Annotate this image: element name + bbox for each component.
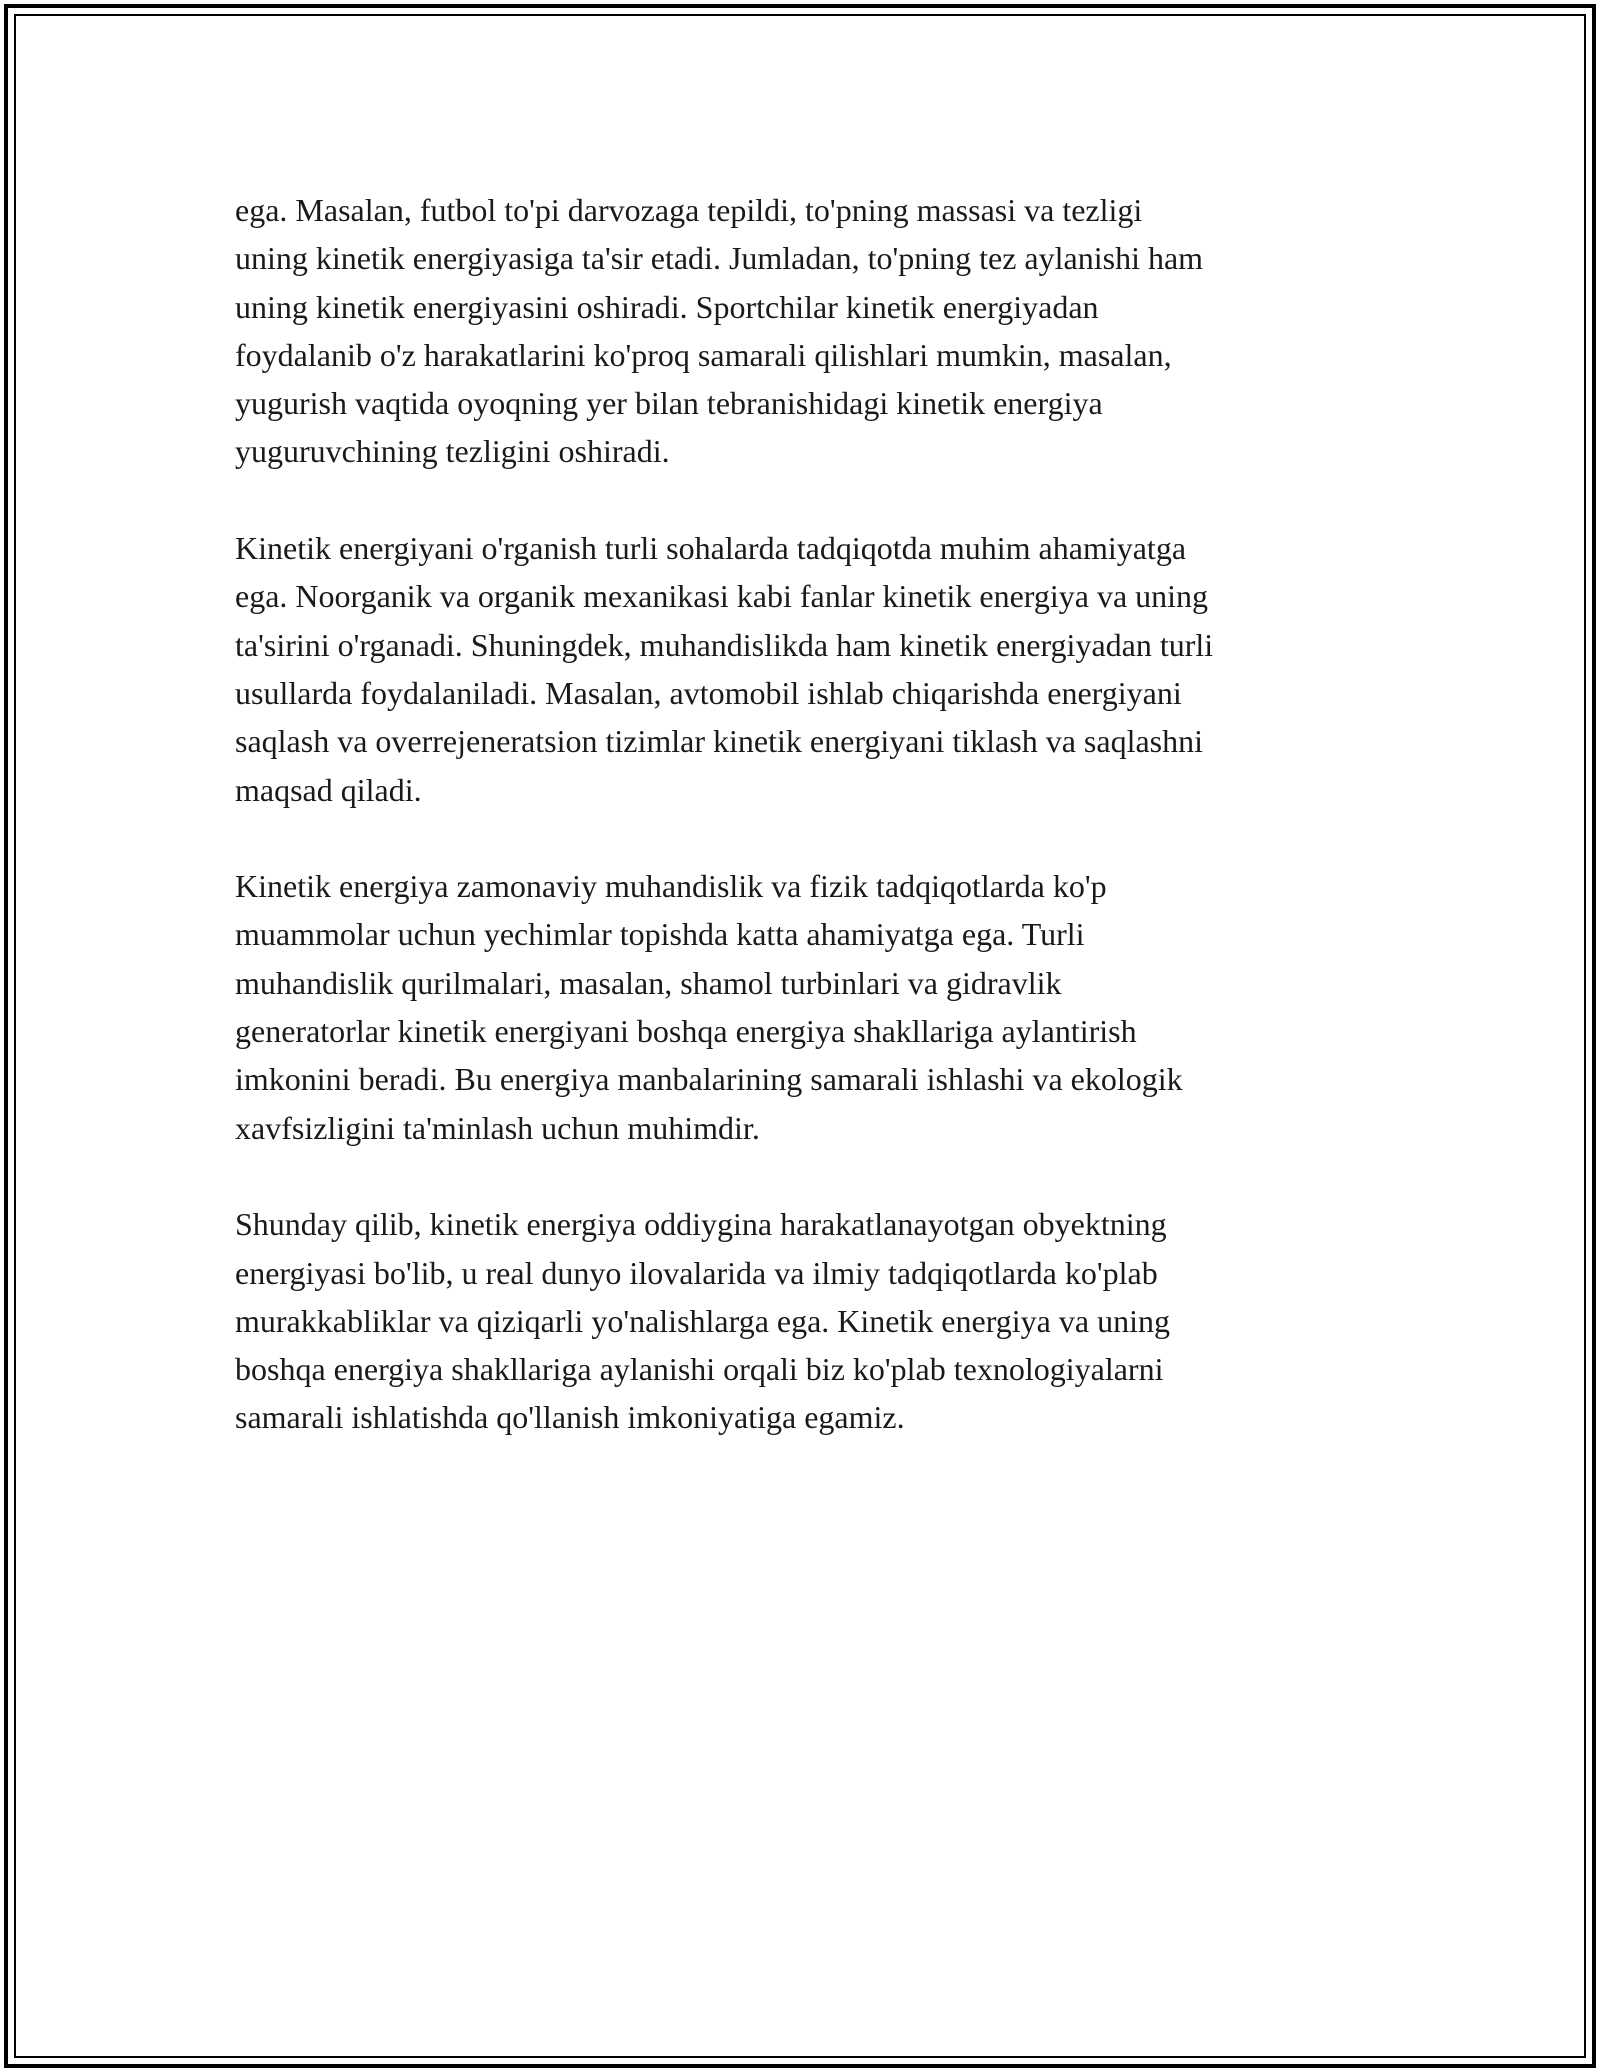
text-line: xavfsizligini ta'minlash uchun muhimdir.	[235, 1109, 760, 1146]
paragraph-4	[235, 1200, 1365, 1441]
text-line: foydalanib o'z harakatlarini ko'proq samarali qilishlari mumkin, masalan,	[235, 336, 1172, 373]
text-line: generatorlar kinetik energiyani boshqa energiya shakllariga aylantirish	[235, 1013, 1137, 1050]
text-line: boshqa energiya shakllariga aylanishi orqali biz ko'plab texnologiyalarni	[235, 1351, 1164, 1388]
text-line: saqlash va overrejeneratsion tizimlar kinetik energiyani tiklash va saqlashni	[235, 723, 1203, 760]
paragraph-3	[235, 862, 1365, 1152]
paragraph-1	[235, 186, 1365, 476]
text-line: yuguruvchining tezligini oshiradi.	[235, 433, 670, 470]
text-line: energiyasi bo'lib, u real dunyo ilovalarida va ilmiy tadqiqotlarda ko'plab	[235, 1254, 1158, 1291]
text-line: muammolar uchun yechimlar topishda katta ahamiyatga ega. Turli	[235, 916, 1085, 953]
text-line: ega. Masalan, futbol to'pi darvozaga tepildi, to'pning massasi va tezligi	[235, 192, 1143, 228]
text-line: imkonini beradi. Bu energiya manbalarining samarali ishlashi va ekologik	[235, 1061, 1183, 1098]
paragraph-2	[235, 524, 1365, 814]
text-line: Kinetik energiyani o'rganish turli sohalarda tadqiqotda muhim ahamiyatga	[235, 530, 1187, 567]
text-line: Kinetik energiya zamonaviy muhandislik va fizik tadqiqotlarda ko'p	[235, 868, 1107, 905]
text-line: usullarda foydalaniladi. Masalan, avtomobil ishlab chiqarishda energiyani	[235, 674, 1182, 711]
text-line: ta'sirini o'rganadi. Shuningdek, muhandislikda ham kinetik energiyadan turli	[235, 626, 1214, 663]
text-line: uning kinetik energiyasini oshiradi. Sportchilar kinetik energiyadan	[235, 288, 1099, 325]
text-line: muhandislik qurilmalari, masalan, shamol turbinlari va gidravlik	[235, 964, 1062, 1001]
text-line: maqsad qiladi.	[235, 771, 422, 808]
text-line: ega. Noorganik va organik mexanikasi kabi fanlar kinetik energiya va uning	[235, 578, 1209, 615]
text-line: samarali ishlatishda qo'llanish imkoniyatiga egamiz.	[235, 1399, 905, 1436]
text-line: uning kinetik energiyasiga ta'sir etadi. Jumladan, to'pning tez aylanishi ham	[235, 240, 1204, 277]
document-body	[235, 186, 1365, 1490]
text-line: murakkabliklar va qiziqarli yo'nalishlarga ega. Kinetik energiya va uning	[235, 1302, 1170, 1339]
text-line: Shunday qilib, kinetik energiya oddiygina harakatlanayotgan obyektning	[235, 1206, 1167, 1243]
text-line: yugurish vaqtida oyoqning yer bilan tebranishidagi kinetik energiya	[235, 385, 1103, 422]
